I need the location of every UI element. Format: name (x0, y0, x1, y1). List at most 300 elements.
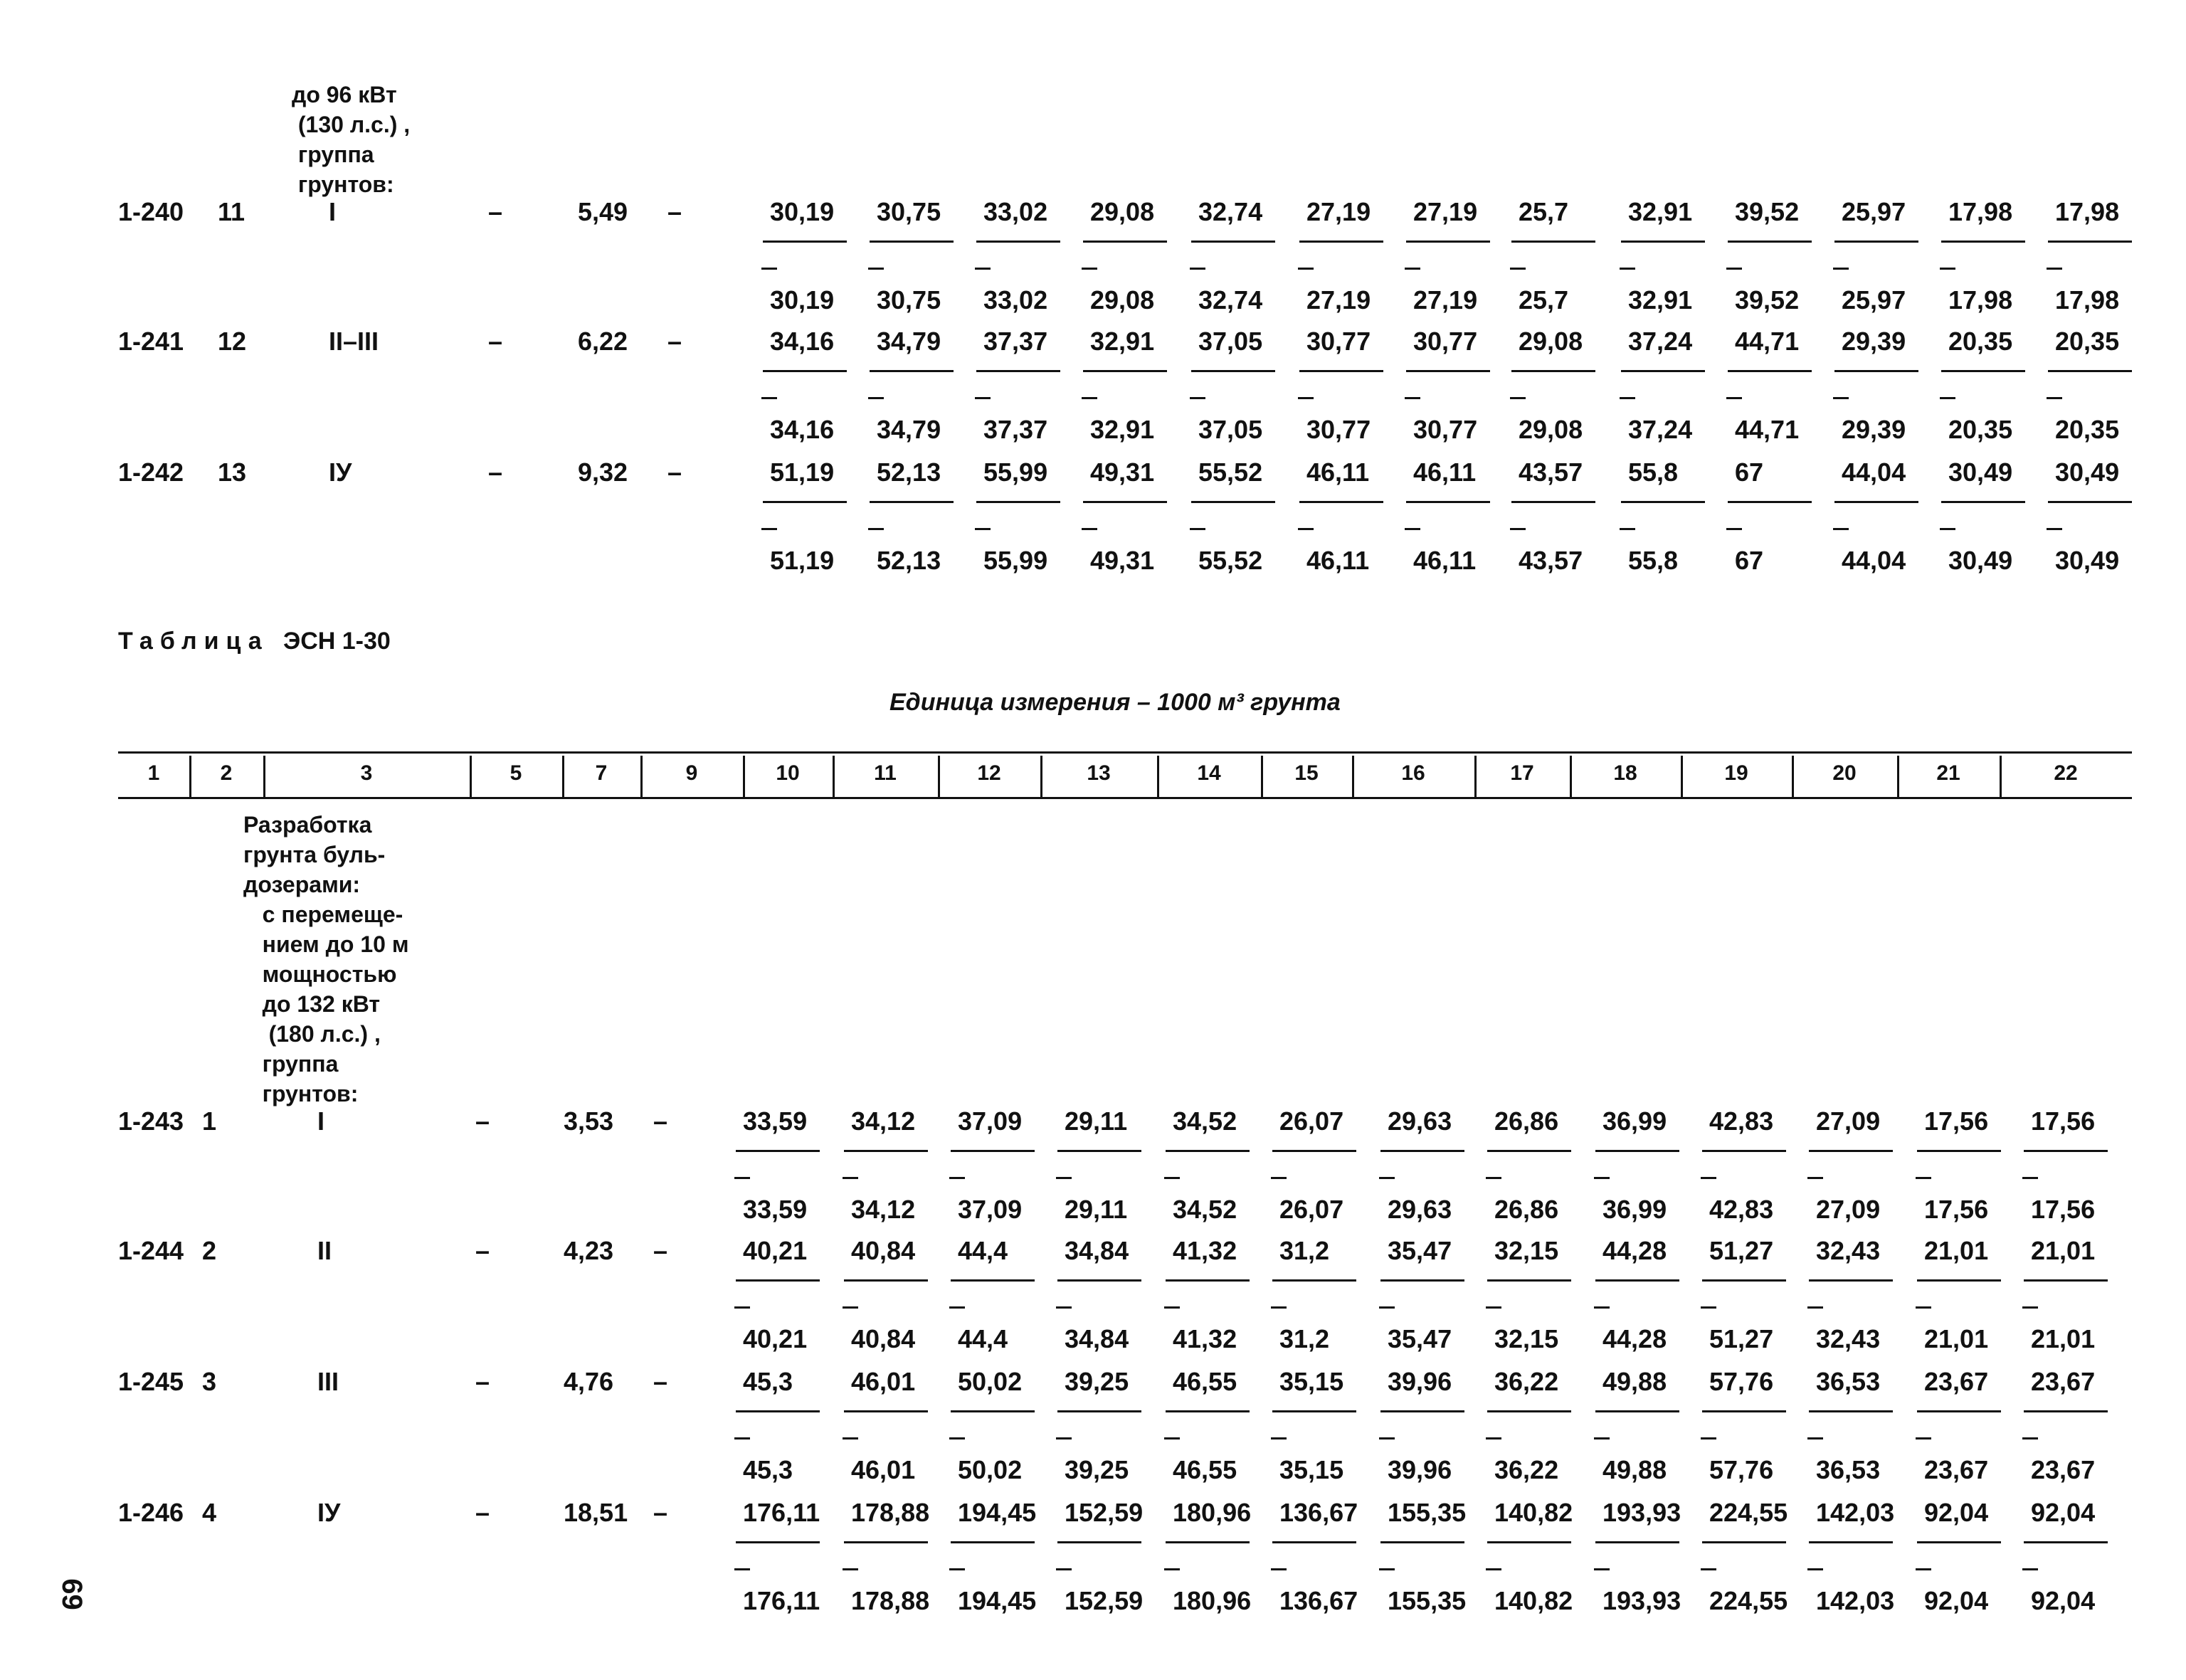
col9-value: – (653, 1367, 668, 1396)
value-numerator: 46,01 (851, 1367, 916, 1396)
value-denominator: 35,15 (1279, 1455, 1344, 1484)
value-numerator: 25,97 (1842, 197, 1906, 226)
column-divider (1681, 756, 1683, 797)
minus-sign (1594, 1437, 1610, 1439)
fraction-line (1380, 1410, 1464, 1412)
minus-sign (2047, 397, 2062, 399)
minus-sign (1056, 1177, 1072, 1179)
minus-sign (1486, 1568, 1501, 1570)
minus-sign (1726, 528, 1742, 530)
value-numerator: 30,77 (1413, 327, 1478, 356)
value-numerator: 33,02 (983, 197, 1048, 226)
minus-sign (1486, 1177, 1501, 1179)
fraction-line (1083, 241, 1167, 243)
minus-sign (1405, 528, 1420, 530)
minus-sign (868, 268, 884, 270)
value-denominator: 23,67 (1924, 1455, 1989, 1484)
minus-sign (1916, 1306, 1931, 1309)
value-denominator: 34,84 (1065, 1324, 1129, 1353)
minus-sign (1056, 1568, 1072, 1570)
minus-sign (1620, 528, 1635, 530)
fraction-line (1595, 1410, 1679, 1412)
column-header: 22 (2054, 761, 2078, 785)
fraction-line (1728, 241, 1812, 243)
row-number: 11 (218, 197, 245, 226)
fraction-line (2048, 370, 2132, 372)
value-numerator: 17,98 (2055, 197, 2120, 226)
col7-value: 3,53 (564, 1106, 614, 1136)
fraction-line (1380, 1150, 1464, 1152)
fraction-line (2024, 1410, 2108, 1412)
minus-sign (1379, 1437, 1395, 1439)
column-divider (263, 756, 265, 797)
value-numerator: 20,35 (2055, 327, 2120, 356)
minus-sign (1916, 1437, 1931, 1439)
fraction-line (1595, 1541, 1679, 1543)
minus-sign (1082, 268, 1097, 270)
minus-sign (1701, 1177, 1716, 1179)
minus-sign (2022, 1568, 2038, 1570)
minus-sign (868, 528, 884, 530)
value-denominator: 17,56 (1924, 1195, 1989, 1224)
value-numerator: 34,52 (1173, 1106, 1237, 1136)
value-numerator: 29,63 (1388, 1106, 1452, 1136)
minus-sign (2047, 268, 2062, 270)
fraction-line (1487, 1150, 1571, 1152)
row-code: 1-241 (118, 327, 184, 356)
column-divider (1570, 756, 1572, 797)
value-denominator: 39,96 (1388, 1455, 1452, 1484)
value-numerator: 36,22 (1494, 1367, 1559, 1396)
minus-sign (1379, 1177, 1395, 1179)
row-number: 12 (218, 327, 247, 356)
value-denominator: 51,27 (1709, 1324, 1774, 1353)
minus-sign (975, 268, 991, 270)
fraction-line (1057, 1150, 1141, 1152)
minus-sign (1298, 397, 1314, 399)
fraction-line (1809, 1410, 1893, 1412)
fraction-line (1834, 241, 1918, 243)
value-denominator: 26,86 (1494, 1195, 1559, 1224)
fraction-line (2048, 501, 2132, 503)
minus-sign (2022, 1437, 2038, 1439)
minus-sign (1379, 1306, 1395, 1309)
soil-group: II–III (329, 327, 379, 356)
fraction-line (1380, 1541, 1464, 1543)
col5-value: – (475, 1498, 490, 1527)
row-code: 1-242 (118, 458, 184, 487)
fraction-line (1191, 241, 1275, 243)
minus-sign (949, 1177, 965, 1179)
fraction-line (1728, 370, 1812, 372)
value-denominator: 37,05 (1198, 415, 1263, 444)
measurement-unit: Единица измерения – 1000 м³ грунта (889, 689, 1341, 716)
fraction-line (1272, 1279, 1356, 1282)
value-denominator: 34,16 (770, 415, 835, 444)
value-denominator: 20,35 (2055, 415, 2120, 444)
value-denominator: 30,77 (1413, 415, 1478, 444)
value-denominator: 33,02 (983, 285, 1048, 315)
col5-value: – (488, 327, 503, 356)
minus-sign (1701, 1437, 1716, 1439)
soil-group: I (317, 1106, 325, 1136)
value-denominator: 51,19 (770, 546, 835, 575)
minus-sign (734, 1306, 750, 1309)
value-denominator: 36,53 (1816, 1455, 1881, 1484)
column-header: 19 (1724, 761, 1748, 785)
fraction-line (736, 1150, 820, 1152)
fraction-line (1917, 1541, 2001, 1543)
value-numerator: 46,55 (1173, 1367, 1237, 1396)
soil-group: I (329, 197, 337, 226)
value-denominator: 21,01 (2031, 1324, 2096, 1353)
value-numerator: 35,15 (1279, 1367, 1344, 1396)
column-header: 10 (776, 761, 800, 785)
value-numerator: 193,93 (1602, 1498, 1681, 1527)
table-caption-label: Таблица (118, 628, 269, 655)
value-numerator: 176,11 (743, 1498, 820, 1527)
value-denominator: 17,56 (2031, 1195, 2096, 1224)
fraction-line (870, 241, 954, 243)
fraction-line (2048, 241, 2132, 243)
value-numerator: 55,52 (1198, 458, 1263, 487)
minus-sign (1510, 268, 1526, 270)
value-numerator: 45,3 (743, 1367, 793, 1396)
column-divider (1897, 756, 1899, 797)
value-denominator: 29,39 (1842, 415, 1906, 444)
fraction-line (1272, 1410, 1356, 1412)
value-numerator: 37,24 (1628, 327, 1693, 356)
value-denominator: 36,22 (1494, 1455, 1559, 1484)
minus-sign (1405, 397, 1420, 399)
minus-sign (1056, 1437, 1072, 1439)
fraction-line (1057, 1410, 1141, 1412)
value-numerator: 36,99 (1602, 1106, 1667, 1136)
value-numerator: 35,47 (1388, 1236, 1452, 1265)
minus-sign (2022, 1177, 2038, 1179)
minus-sign (1298, 268, 1314, 270)
value-denominator: 27,09 (1816, 1195, 1881, 1224)
minus-sign (761, 528, 777, 530)
column-header: 20 (1832, 761, 1857, 785)
minus-sign (1486, 1437, 1501, 1439)
fraction-line (951, 1541, 1035, 1543)
value-denominator: 57,76 (1709, 1455, 1774, 1484)
column-header: 21 (1936, 761, 1960, 785)
value-denominator: 34,52 (1173, 1195, 1237, 1224)
column-header: 16 (1401, 761, 1425, 785)
col5-value: – (475, 1106, 490, 1136)
value-numerator: 20,35 (1948, 327, 2013, 356)
value-denominator: 34,79 (877, 415, 941, 444)
fraction-line (1299, 501, 1383, 503)
value-numerator: 194,45 (958, 1498, 1037, 1527)
value-numerator: 31,2 (1279, 1236, 1330, 1265)
column-divider (189, 756, 191, 797)
minus-sign (1271, 1177, 1287, 1179)
value-denominator: 42,83 (1709, 1195, 1774, 1224)
minus-sign (1298, 528, 1314, 530)
column-header: 3 (360, 761, 373, 785)
value-numerator: 41,32 (1173, 1236, 1237, 1265)
value-denominator: 224,55 (1709, 1586, 1788, 1615)
value-denominator: 44,71 (1735, 415, 1800, 444)
value-numerator: 26,07 (1279, 1106, 1344, 1136)
minus-sign (1726, 268, 1742, 270)
fraction-line (2024, 1541, 2108, 1543)
fraction-line (1380, 1279, 1464, 1282)
minus-sign (1940, 528, 1955, 530)
value-numerator: 17,56 (2031, 1106, 2096, 1136)
minus-sign (1701, 1568, 1716, 1570)
value-denominator: 29,63 (1388, 1195, 1452, 1224)
col7-value: 9,32 (578, 458, 628, 487)
group-description: до 96 кВт (130 л.с.) , группа грунтов: (292, 82, 411, 197)
value-denominator: 52,13 (877, 546, 941, 575)
column-divider (1040, 756, 1042, 797)
fraction-line (1809, 1279, 1893, 1282)
fraction-line (1834, 370, 1918, 372)
column-divider (2000, 756, 2002, 797)
value-denominator: 55,8 (1628, 546, 1679, 575)
value-numerator: 55,8 (1628, 458, 1679, 487)
value-denominator: 23,67 (2031, 1455, 2096, 1484)
value-numerator: 42,83 (1709, 1106, 1774, 1136)
col5-value: – (488, 458, 503, 487)
fraction-line (1166, 1410, 1250, 1412)
value-numerator: 27,09 (1816, 1106, 1881, 1136)
value-numerator: 46,11 (1413, 458, 1477, 487)
minus-sign (1807, 1568, 1823, 1570)
value-numerator: 34,16 (770, 327, 835, 356)
fraction-line (1621, 241, 1705, 243)
minus-sign (1833, 397, 1849, 399)
col5-value: – (488, 197, 503, 226)
column-divider (833, 756, 835, 797)
value-denominator: 26,07 (1279, 1195, 1344, 1224)
value-numerator: 37,05 (1198, 327, 1263, 356)
minus-sign (1594, 1177, 1610, 1179)
value-numerator: 224,55 (1709, 1498, 1788, 1527)
column-divider (1261, 756, 1263, 797)
row-code: 1-246 (118, 1498, 184, 1527)
col9-value: – (653, 1106, 668, 1136)
value-denominator: 37,37 (983, 415, 1048, 444)
value-numerator: 44,28 (1602, 1236, 1667, 1265)
fraction-line (1809, 1541, 1893, 1543)
row-code: 1-245 (118, 1367, 184, 1396)
value-numerator: 32,15 (1494, 1236, 1559, 1265)
col7-value: 18,51 (564, 1498, 628, 1527)
value-denominator: 32,91 (1090, 415, 1155, 444)
minus-sign (868, 397, 884, 399)
value-denominator: 39,52 (1735, 285, 1800, 315)
column-divider (743, 756, 745, 797)
minus-sign (975, 528, 991, 530)
minus-sign (1271, 1437, 1287, 1439)
value-numerator: 30,19 (770, 197, 835, 226)
fraction-line (736, 1541, 820, 1543)
fraction-line (1917, 1410, 2001, 1412)
value-numerator: 92,04 (2031, 1498, 2096, 1527)
value-numerator: 178,88 (851, 1498, 930, 1527)
value-numerator: 29,39 (1842, 327, 1906, 356)
value-denominator: 30,77 (1306, 415, 1371, 444)
column-divider (640, 756, 643, 797)
value-numerator: 55,99 (983, 458, 1048, 487)
column-divider (1352, 756, 1354, 797)
minus-sign (843, 1306, 858, 1309)
fraction-line (1083, 501, 1167, 503)
value-numerator: 39,96 (1388, 1367, 1452, 1396)
value-numerator: 140,82 (1494, 1498, 1573, 1527)
fraction-line (951, 1279, 1035, 1282)
value-denominator: 46,55 (1173, 1455, 1237, 1484)
column-divider (1792, 756, 1794, 797)
fraction-line (1834, 501, 1918, 503)
minus-sign (843, 1568, 858, 1570)
fraction-line (1166, 1541, 1250, 1543)
fraction-line (1057, 1279, 1141, 1282)
minus-sign (2022, 1306, 2038, 1309)
column-divider (470, 756, 472, 797)
value-numerator: 46,11 (1306, 458, 1370, 487)
fraction-line (1272, 1150, 1356, 1152)
fraction-line (1702, 1541, 1786, 1543)
fraction-line (1702, 1279, 1786, 1282)
fraction-line (844, 1279, 928, 1282)
minus-sign (1916, 1568, 1931, 1570)
value-numerator: 37,09 (958, 1106, 1023, 1136)
value-numerator: 23,67 (1924, 1367, 1989, 1396)
minus-sign (734, 1568, 750, 1570)
fraction-line (1595, 1150, 1679, 1152)
value-numerator: 152,59 (1065, 1498, 1144, 1527)
value-denominator: 46,01 (851, 1455, 916, 1484)
value-denominator: 30,49 (2055, 546, 2120, 575)
value-denominator: 67 (1735, 546, 1764, 575)
value-denominator: 92,04 (1924, 1586, 1989, 1615)
minus-sign (843, 1177, 858, 1179)
minus-sign (1082, 528, 1097, 530)
value-denominator: 46,11 (1413, 546, 1477, 575)
value-denominator: 176,11 (743, 1586, 820, 1615)
value-denominator: 21,01 (1924, 1324, 1989, 1353)
value-denominator: 55,99 (983, 546, 1048, 575)
fraction-line (2024, 1279, 2108, 1282)
soil-group: IУ (329, 458, 352, 487)
value-denominator: 178,88 (851, 1586, 930, 1615)
fraction-line (1702, 1150, 1786, 1152)
value-denominator: 29,08 (1090, 285, 1155, 315)
value-numerator: 25,7 (1519, 197, 1569, 226)
value-denominator: 34,12 (851, 1195, 916, 1224)
col7-value: 4,76 (564, 1367, 614, 1396)
minus-sign (949, 1437, 965, 1439)
column-divider (938, 756, 940, 797)
value-numerator: 30,75 (877, 197, 941, 226)
value-numerator: 21,01 (2031, 1236, 2096, 1265)
minus-sign (734, 1177, 750, 1179)
column-header: 11 (874, 761, 897, 785)
fraction-line (736, 1410, 820, 1412)
fraction-line (1511, 241, 1595, 243)
col7-value: 4,23 (564, 1236, 614, 1265)
value-denominator: 41,32 (1173, 1324, 1237, 1353)
value-numerator: 40,84 (851, 1236, 916, 1265)
value-denominator: 40,84 (851, 1324, 916, 1353)
row-code: 1-243 (118, 1106, 184, 1136)
column-divider (1474, 756, 1477, 797)
value-denominator: 49,88 (1602, 1455, 1667, 1484)
fraction-line (1595, 1279, 1679, 1282)
value-numerator: 23,67 (2031, 1367, 2096, 1396)
minus-sign (1940, 268, 1955, 270)
fraction-line (1083, 370, 1167, 372)
fraction-line (1511, 501, 1595, 503)
value-denominator: 29,08 (1519, 415, 1583, 444)
value-denominator: 37,24 (1628, 415, 1693, 444)
fraction-line (1487, 1279, 1571, 1282)
fraction-line (1702, 1410, 1786, 1412)
value-denominator: 92,04 (2031, 1586, 2096, 1615)
value-denominator: 31,2 (1279, 1324, 1330, 1353)
fraction-line (1191, 370, 1275, 372)
minus-sign (1271, 1568, 1287, 1570)
column-header: 15 (1294, 761, 1319, 785)
value-numerator: 39,52 (1735, 197, 1800, 226)
column-header: 14 (1197, 761, 1221, 785)
value-denominator: 46,11 (1306, 546, 1370, 575)
value-denominator: 180,96 (1173, 1586, 1252, 1615)
minus-sign (975, 397, 991, 399)
minus-sign (843, 1437, 858, 1439)
minus-sign (1594, 1568, 1610, 1570)
soil-group: II (317, 1236, 332, 1265)
fraction-line (976, 241, 1060, 243)
value-denominator: 55,52 (1198, 546, 1263, 575)
fraction-line (1406, 241, 1490, 243)
col7-value: 6,22 (578, 327, 628, 356)
group-description: Разработка грунта буль- дозерами: с перемеще- нием до 10 м мощностью до 132 кВт (180 л.с.) , группа грунтов: (243, 812, 409, 1106)
value-numerator: 32,91 (1090, 327, 1155, 356)
fraction-line (1406, 370, 1490, 372)
column-header: 5 (509, 761, 522, 785)
value-numerator: 32,74 (1198, 197, 1263, 226)
value-denominator: 44,28 (1602, 1324, 1667, 1353)
col7-value: 5,49 (578, 197, 628, 226)
minus-sign (1807, 1306, 1823, 1309)
fraction-line (1487, 1541, 1571, 1543)
fraction-line (1299, 370, 1383, 372)
col9-value: – (653, 1498, 668, 1527)
value-denominator: 17,98 (2055, 285, 2120, 315)
fraction-line (1621, 370, 1705, 372)
column-header: 1 (147, 761, 160, 785)
value-numerator: 50,02 (958, 1367, 1023, 1396)
fraction-line (2024, 1150, 2108, 1152)
value-denominator: 32,74 (1198, 285, 1263, 315)
value-numerator: 57,76 (1709, 1367, 1774, 1396)
fraction-line (976, 501, 1060, 503)
minus-sign (1486, 1306, 1501, 1309)
value-numerator: 142,03 (1816, 1498, 1895, 1527)
value-numerator: 34,12 (851, 1106, 916, 1136)
minus-sign (1726, 397, 1742, 399)
column-header: 12 (977, 761, 1001, 785)
value-numerator: 30,49 (2055, 458, 2120, 487)
value-numerator: 30,77 (1306, 327, 1371, 356)
